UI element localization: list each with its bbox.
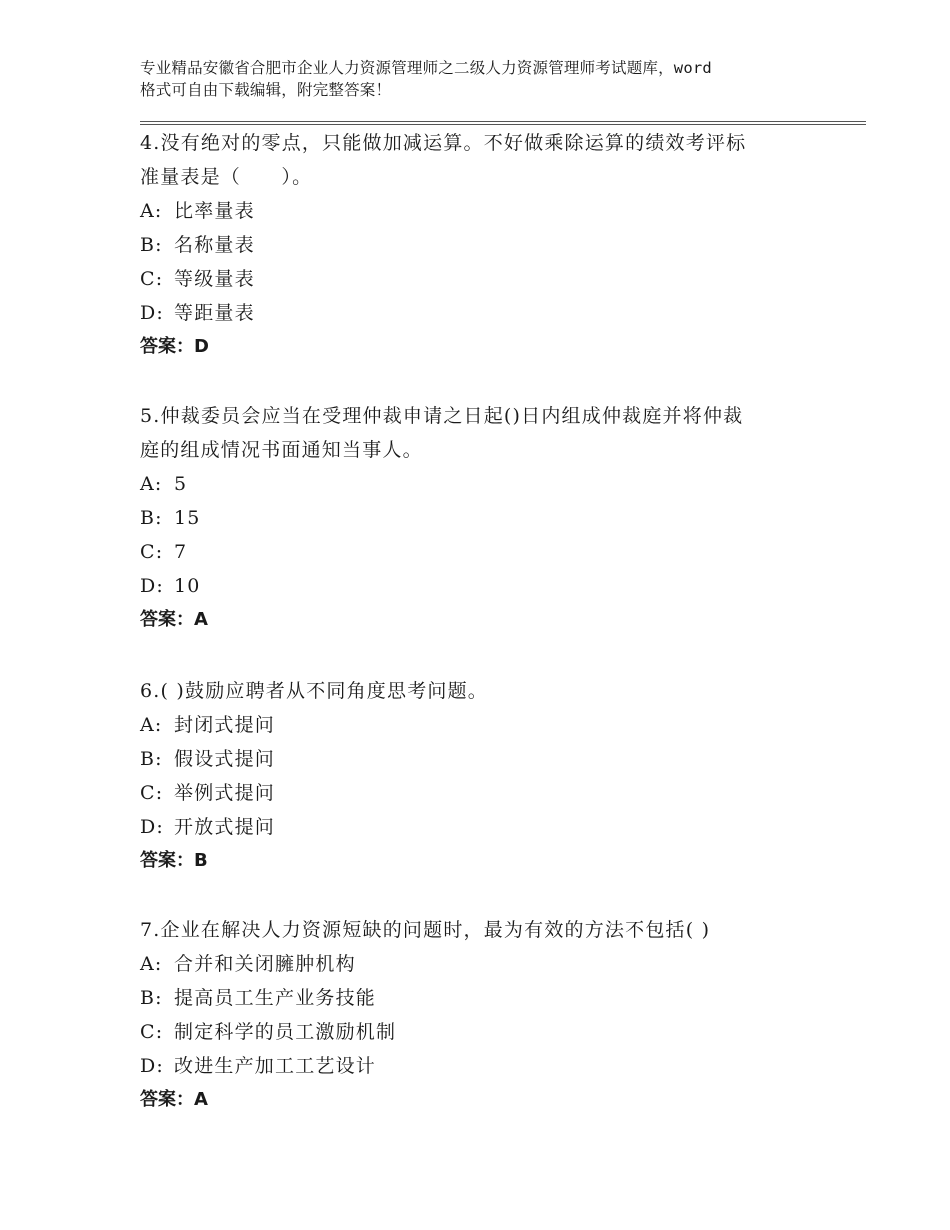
option-text: 提高员工生产业务技能	[174, 987, 377, 1009]
option-key: C:	[140, 782, 164, 804]
option-text: 改进生产加工工艺设计	[174, 1055, 377, 1077]
option-key: D:	[140, 1055, 165, 1077]
question-stem-line: 准量表是（ ）。	[140, 166, 313, 188]
option-a	[140, 708, 840, 742]
option-d	[140, 296, 840, 330]
option-text: 封闭式提问	[174, 714, 276, 736]
option-d	[140, 810, 840, 844]
header-divider-top	[140, 121, 866, 122]
header-title-line-1: 专业精品安徽省合肥市企业人力资源管理师之二级人力资源管理师考试题库，word	[140, 59, 712, 77]
option-text: 合并和关闭臃肿机构	[174, 953, 356, 975]
option-key: B:	[140, 748, 163, 770]
option-b	[140, 501, 840, 535]
option-key: B:	[140, 507, 163, 529]
option-c	[140, 535, 840, 569]
question-7	[140, 913, 840, 1117]
option-a	[140, 467, 840, 501]
question-stem-line: 6.( )鼓励应聘者从不同角度思考问题。	[140, 680, 488, 702]
option-key: C:	[140, 541, 164, 563]
header-title-line-2: 格式可自由下载编辑，附完整答案！	[140, 81, 392, 99]
option-text: 举例式提问	[174, 782, 276, 804]
option-a	[140, 194, 840, 228]
option-key: C:	[140, 268, 164, 290]
question-5	[140, 399, 840, 637]
option-text: 15	[174, 507, 201, 529]
option-c	[140, 1015, 840, 1049]
question-stem-line: 4.没有绝对的零点，只能做加减运算。不好做乘除运算的绩效考评标	[140, 132, 747, 154]
option-key: D:	[140, 816, 165, 838]
option-key: C:	[140, 1021, 164, 1043]
answer-label: 答案：D	[140, 336, 209, 357]
option-text: 5	[174, 473, 188, 495]
question-stem-line: 7.企业在解决人力资源短缺的问题时，最为有效的方法不包括( )	[140, 919, 711, 941]
header-divider-bottom	[140, 124, 866, 125]
answer-label: 答案：B	[140, 850, 208, 871]
option-d	[140, 569, 840, 603]
question-stem-line: 庭的组成情况书面通知当事人。	[140, 439, 423, 461]
option-text: 等距量表	[174, 302, 255, 324]
question-6	[140, 674, 840, 878]
option-b	[140, 228, 840, 262]
option-text: 制定科学的员工激励机制	[174, 1021, 397, 1043]
option-d	[140, 1049, 840, 1083]
option-key: A:	[140, 200, 163, 222]
option-b	[140, 742, 840, 776]
option-text: 假设式提问	[174, 748, 276, 770]
option-text: 名称量表	[174, 234, 255, 256]
option-text: 开放式提问	[174, 816, 276, 838]
option-key: B:	[140, 987, 163, 1009]
answer-label: 答案：A	[140, 1089, 208, 1110]
answer-label: 答案：A	[140, 609, 208, 630]
option-b	[140, 981, 840, 1015]
option-key: D:	[140, 302, 165, 324]
option-key: B:	[140, 234, 163, 256]
option-c	[140, 262, 840, 296]
document-header	[140, 57, 840, 101]
option-c	[140, 776, 840, 810]
option-a	[140, 947, 840, 981]
option-text: 7	[174, 541, 188, 563]
question-4	[140, 126, 840, 364]
option-key: D:	[140, 575, 165, 597]
option-key: A:	[140, 953, 163, 975]
option-text: 等级量表	[174, 268, 255, 290]
question-stem-line: 5.仲裁委员会应当在受理仲裁申请之日起()日内组成仲裁庭并将仲裁	[140, 405, 744, 427]
option-key: A:	[140, 714, 163, 736]
option-text: 10	[174, 575, 201, 597]
option-key: A:	[140, 473, 163, 495]
option-text: 比率量表	[174, 200, 255, 222]
